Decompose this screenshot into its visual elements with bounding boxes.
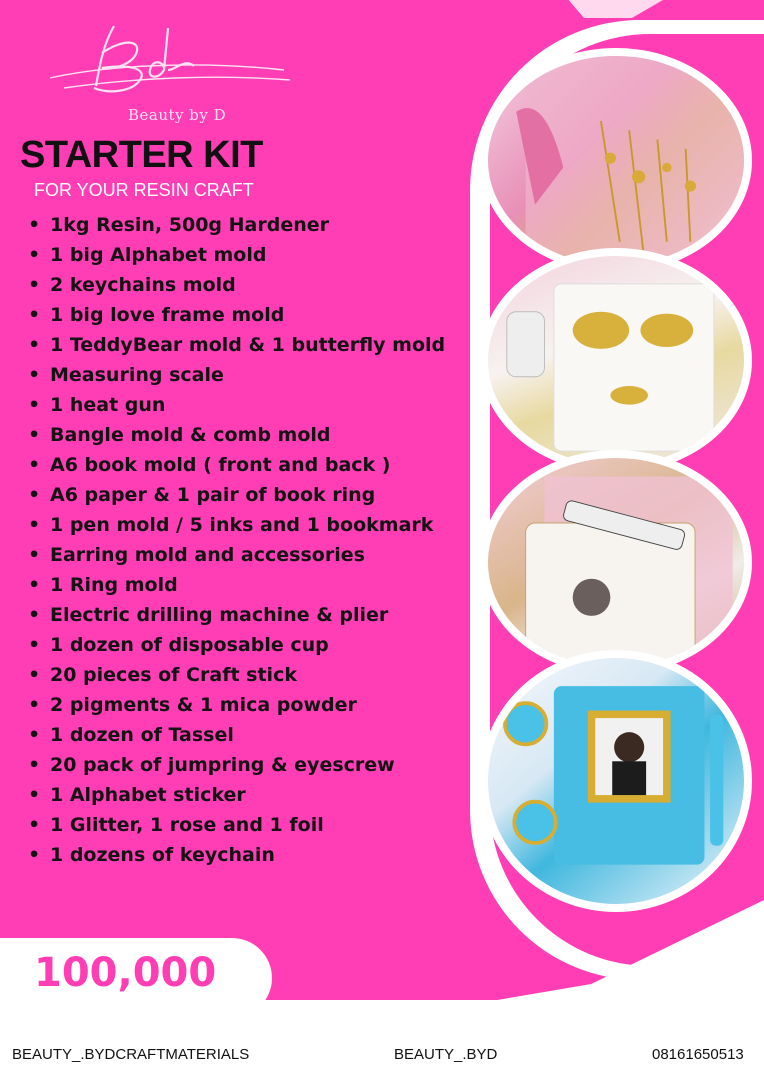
list-item: • Bangle mold & comb mold [26,420,476,450]
list-item: • 1 Ring mold [26,570,476,600]
kit-items-list [26,210,476,870]
list-item: • 1 big Alphabet mold [26,240,476,270]
list-item: • 20 pieces of Craft stick [26,660,476,690]
brand-name: Beauty by D [128,106,227,124]
list-item: • 1kg Resin, 500g Hardener [26,210,476,240]
list-item: • Electric drilling machine & plier [26,600,476,630]
page-subtitle: FOR YOUR RESIN CRAFT [34,180,254,200]
product-photo-letterboard [480,48,752,273]
product-photo-pen [480,450,752,675]
footer-handle-main: BEAUTY_.BYD [394,1046,498,1063]
price-value: 100,000 [34,950,217,996]
footer-handle-materials: BEAUTY_.BYDCRAFTMATERIALS [12,1046,250,1063]
list-item: • Measuring scale [26,360,476,390]
list-item: • A6 paper & 1 pair of book ring [26,480,476,510]
list-item: • 1 heat gun [26,390,476,420]
list-item: • A6 book mold ( front and back ) [26,450,476,480]
list-item: • 1 dozens of keychain [26,840,476,870]
brand-logo [44,8,294,128]
decorative-notch [560,0,680,18]
list-item: • 1 TeddyBear mold & 1 butterfly mold [26,330,476,360]
list-item: • 1 Alphabet sticker [26,780,476,810]
product-photo-notebook [480,650,752,912]
list-item: • 1 big love frame mold [26,300,476,330]
list-item: • 1 pen mold / 5 inks and 1 bookmark [26,510,476,540]
list-item: • 1 Glitter, 1 rose and 1 foil [26,810,476,840]
list-item: • 20 pack of jumpring & eyescrew [26,750,476,780]
footer-phone: 08161650513 [652,1046,744,1063]
signature-monogram-icon [44,8,294,108]
list-item: • 1 dozen of disposable cup [26,630,476,660]
product-photo-book [480,248,752,473]
list-item: • 2 pigments & 1 mica powder [26,690,476,720]
list-item: • 2 keychains mold [26,270,476,300]
list-item: • Earring mold and accessories [26,540,476,570]
list-item: • 1 dozen of Tassel [26,720,476,750]
page-title: STARTER KIT [20,134,263,176]
